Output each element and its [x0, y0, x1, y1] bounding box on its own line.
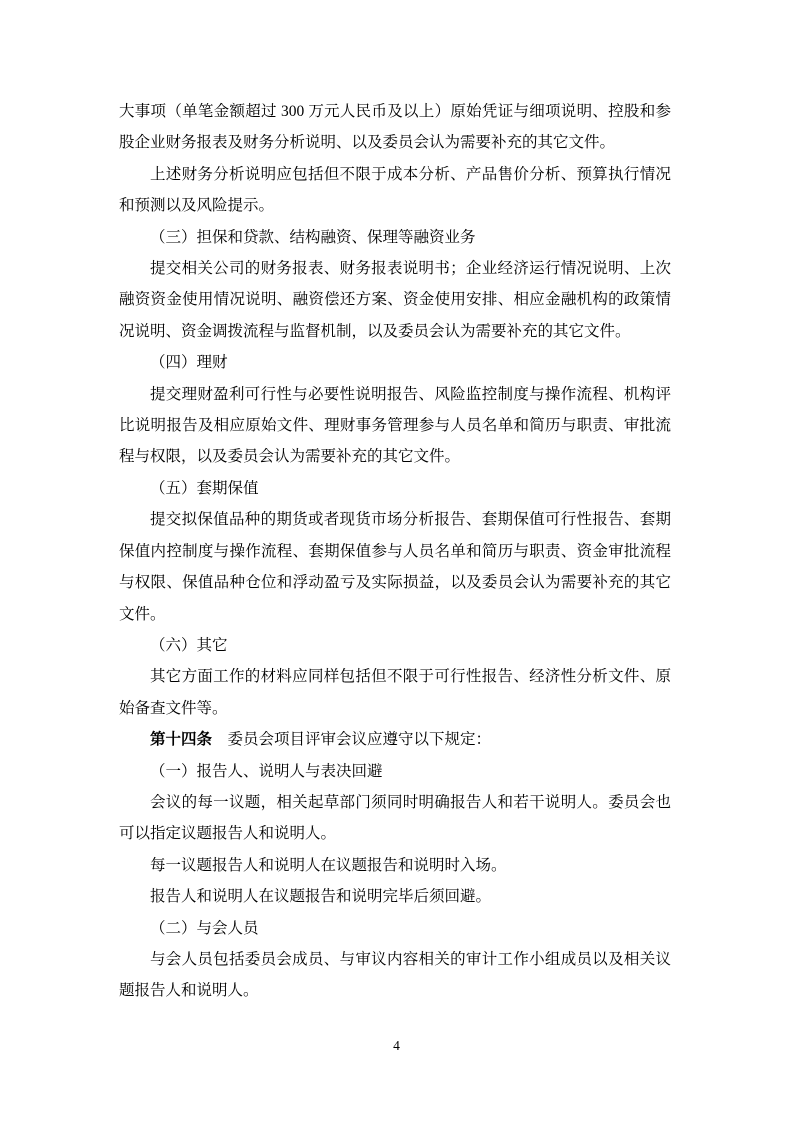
paragraph-item-3-body: 提交相关公司的财务报表、财务报表说明书；企业经济运行情况说明、上次融资资金使用情况说明、融资偿还方案、资金使用安排、相应金融机构的政策情况说明、资金调拨流程与监督机制，以及委员会认为需要补充的其它文件。 — [119, 260, 671, 340]
document-body — [119, 96, 671, 1007]
paragraph-sub-item-1-body-b: 每一议题报告人和说明人在议题报告和说明时入场。 — [150, 856, 507, 874]
article-14-text: 委员会项目评审会议应遵守以下规定： — [212, 731, 492, 749]
paragraph-sub-item-1-body-a: 会议的每一议题，相关起草部门须同时明确报告人和若干说明人。委员会也可以指定议题报告人和说明人。 — [119, 793, 671, 843]
heading-item-5: （五）套期保值 — [150, 479, 259, 497]
paragraph-article-14 — [119, 724, 671, 755]
page-number: 4 — [393, 1038, 400, 1053]
paragraph-continuation: 大事项（单笔金额超过 300 万元人民币及以上）原始凭证与细项说明、控股和参股企业财务报表及财务分析说明、以及委员会认为需要补充的其它文件。 — [119, 103, 671, 152]
paragraph-item-5-body: 提交拟保值品种的期货或者现货市场分析报告、套期保值可行性报告、套期保值内控制度与操作流程、套期保值参与人员名单和简历与职责、资金审批流程与权限、保值品种仓位和浮动盈亏及实际损益，以及委员会认为需要补充的其它文件。 — [119, 511, 671, 623]
paragraph-item-4-body: 提交理财盈利可行性与必要性说明报告、风险监控制度与操作流程、机构评比说明报告及相应原始文件、理财事务管理参与人员名单和简历与职责、审批流程与权限，以及委员会认为需要补充的其它文件。 — [119, 385, 671, 466]
heading-item-3: （三）担保和贷款、结构融资、保理等融资业务 — [150, 228, 476, 246]
paragraph-item-6-body: 其它方面工作的材料应同样包括但不限于可行性报告、经济性分析文件、原始备查文件等。 — [119, 668, 671, 717]
paragraph-sub-item-2-body: 与会人员包括委员会成员、与审议内容相关的审计工作小组成员以及相关议题报告人和说明人。 — [119, 950, 671, 1000]
heading-sub-item-2: （二）与会人员 — [150, 919, 259, 937]
heading-item-6: （六）其它 — [150, 636, 228, 654]
heading-sub-item-1: （一）报告人、说明人与表决回避 — [150, 762, 383, 780]
heading-item-4: （四）理财 — [150, 354, 228, 372]
paragraph-financial-analysis-note: 上述财务分析说明应包括但不限于成本分析、产品售价分析、预算执行情况和预测以及风险提示。 — [119, 165, 671, 215]
paragraph-sub-item-1-body-c: 报告人和说明人在议题报告和说明完毕后须回避。 — [150, 888, 492, 906]
article-14-number: 第十四条 — [150, 731, 213, 749]
